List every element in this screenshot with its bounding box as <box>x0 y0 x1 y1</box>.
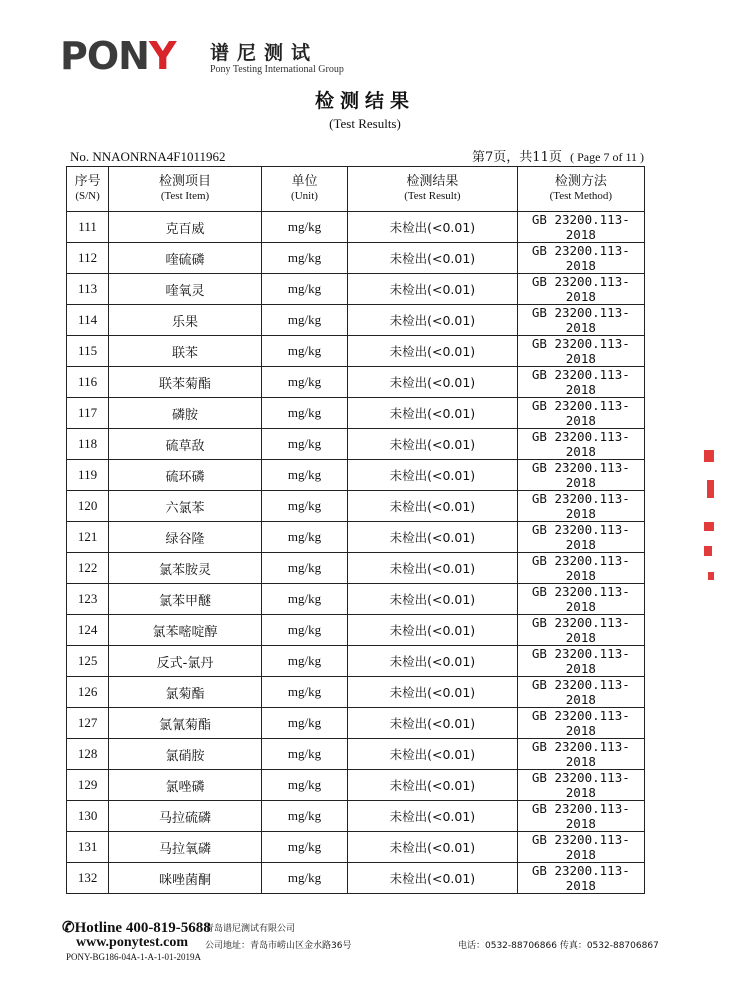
unit-cell: mg/kg <box>261 615 347 646</box>
sn-cell: 132 <box>67 863 109 894</box>
unit-cell: mg/kg <box>261 274 347 305</box>
table-row <box>67 770 645 801</box>
method-cell: GB 23200.113-2018 <box>517 491 644 522</box>
method-cell: GB 23200.113-2018 <box>517 615 644 646</box>
item-cell: 绿谷隆 <box>109 522 262 553</box>
method-cell: GB 23200.113-2018 <box>517 243 644 274</box>
header-result: 检测结果 (Test Result) <box>348 167 518 212</box>
website-link[interactable]: www.ponytest.com <box>76 935 188 950</box>
seal-edge-mark <box>704 522 714 531</box>
method-cell: GB 23200.113-2018 <box>517 429 644 460</box>
sn-cell: 131 <box>67 832 109 863</box>
item-cell: 喹硫磷 <box>109 243 262 274</box>
method-cell: GB 23200.113-2018 <box>517 708 644 739</box>
table-row <box>67 863 645 894</box>
item-cell: 联苯菊酯 <box>109 367 262 398</box>
result-cell: 未检出(<0.01) <box>348 522 518 553</box>
table-row <box>67 460 645 491</box>
table-row <box>67 832 645 863</box>
unit-cell: mg/kg <box>261 460 347 491</box>
seal-edge-mark <box>708 572 714 580</box>
item-cell: 氯苯嘧啶醇 <box>109 615 262 646</box>
item-cell: 马拉氧磷 <box>109 832 262 863</box>
sn-cell: 115 <box>67 336 109 367</box>
company-name-en: Pony Testing International Group <box>210 64 344 75</box>
header-item: 检测项目 (Test Item) <box>109 167 262 212</box>
item-cell: 克百威 <box>109 212 262 243</box>
sn-cell: 127 <box>67 708 109 739</box>
method-cell: GB 23200.113-2018 <box>517 274 644 305</box>
result-cell: 未检出(<0.01) <box>348 615 518 646</box>
sn-cell: 119 <box>67 460 109 491</box>
unit-cell: mg/kg <box>261 801 347 832</box>
method-cell: GB 23200.113-2018 <box>517 336 644 367</box>
sn-cell: 128 <box>67 739 109 770</box>
table-row <box>67 708 645 739</box>
method-cell: GB 23200.113-2018 <box>517 398 644 429</box>
item-cell: 硫草敌 <box>109 429 262 460</box>
page-title: 检测结果 <box>314 90 415 112</box>
item-cell: 磷胺 <box>109 398 262 429</box>
method-cell: GB 23200.113-2018 <box>517 584 644 615</box>
unit-cell: mg/kg <box>261 832 347 863</box>
header-sn: 序号 (S/N) <box>67 167 109 212</box>
item-cell: 硫环磷 <box>109 460 262 491</box>
item-cell: 氯氰菊酯 <box>109 708 262 739</box>
results-table <box>66 166 645 894</box>
company-name-cn: 谱尼测试 <box>210 42 319 64</box>
page-indicator: 第7页，共11页 ( Page 7 of 11 ) <box>472 150 644 165</box>
seal-edge-mark <box>704 450 714 462</box>
unit-cell: mg/kg <box>261 398 347 429</box>
table-row <box>67 553 645 584</box>
result-cell: 未检出(<0.01) <box>348 274 518 305</box>
result-cell: 未检出(<0.01) <box>348 832 518 863</box>
method-cell: GB 23200.113-2018 <box>517 677 644 708</box>
report-number: No. NNAONRNA4F1011962 <box>70 149 226 164</box>
item-cell: 氯苯甲醚 <box>109 584 262 615</box>
item-cell: 乐果 <box>109 305 262 336</box>
sn-cell: 117 <box>67 398 109 429</box>
result-cell: 未检出(<0.01) <box>348 739 518 770</box>
item-cell: 氯硝胺 <box>109 739 262 770</box>
method-cell: GB 23200.113-2018 <box>517 367 644 398</box>
result-cell: 未检出(<0.01) <box>348 584 518 615</box>
footer-phone: 电话：0532-88706866 传真：0532-88706867 <box>458 941 659 951</box>
unit-cell: mg/kg <box>261 429 347 460</box>
hotline: ✆Hotline 400-819-5688 <box>62 920 211 936</box>
method-cell: GB 23200.113-2018 <box>517 460 644 491</box>
result-cell: 未检出(<0.01) <box>348 243 518 274</box>
sn-cell: 121 <box>67 522 109 553</box>
document-code: PONY-BG186-04A-1-A-1-01-2019A <box>66 952 201 962</box>
result-cell: 未检出(<0.01) <box>348 553 518 584</box>
item-cell: 氯苯胺灵 <box>109 553 262 584</box>
sn-cell: 126 <box>67 677 109 708</box>
unit-cell: mg/kg <box>261 553 347 584</box>
result-cell: 未检出(<0.01) <box>348 677 518 708</box>
table-row <box>67 429 645 460</box>
sn-cell: 114 <box>67 305 109 336</box>
sn-cell: 111 <box>67 212 109 243</box>
unit-cell: mg/kg <box>261 770 347 801</box>
item-cell: 反式-氯丹 <box>109 646 262 677</box>
seal-edge-mark <box>704 546 712 556</box>
item-cell: 六氯苯 <box>109 491 262 522</box>
item-cell: 咪唑菌酮 <box>109 863 262 894</box>
table-row <box>67 801 645 832</box>
method-cell: GB 23200.113-2018 <box>517 522 644 553</box>
table-header-row <box>67 167 645 212</box>
table-row <box>67 522 645 553</box>
result-cell: 未检出(<0.01) <box>348 770 518 801</box>
method-cell: GB 23200.113-2018 <box>517 553 644 584</box>
unit-cell: mg/kg <box>261 336 347 367</box>
unit-cell: mg/kg <box>261 863 347 894</box>
table-row <box>67 398 645 429</box>
item-cell: 氯菊酯 <box>109 677 262 708</box>
result-cell: 未检出(<0.01) <box>348 863 518 894</box>
item-cell: 氯唑磷 <box>109 770 262 801</box>
method-cell: GB 23200.113-2018 <box>517 801 644 832</box>
unit-cell: mg/kg <box>261 243 347 274</box>
unit-cell: mg/kg <box>261 708 347 739</box>
result-cell: 未检出(<0.01) <box>348 367 518 398</box>
result-cell: 未检出(<0.01) <box>348 212 518 243</box>
sn-cell: 112 <box>67 243 109 274</box>
unit-cell: mg/kg <box>261 522 347 553</box>
method-cell: GB 23200.113-2018 <box>517 770 644 801</box>
result-cell: 未检出(<0.01) <box>348 398 518 429</box>
unit-cell: mg/kg <box>261 646 347 677</box>
sn-cell: 125 <box>67 646 109 677</box>
header-method: 检测方法 (Test Method) <box>517 167 644 212</box>
sn-cell: 130 <box>67 801 109 832</box>
unit-cell: mg/kg <box>261 584 347 615</box>
method-cell: GB 23200.113-2018 <box>517 832 644 863</box>
footer-address: 公司地址：青岛市崂山区金水路36号 <box>205 941 352 951</box>
result-cell: 未检出(<0.01) <box>348 708 518 739</box>
method-cell: GB 23200.113-2018 <box>517 305 644 336</box>
unit-cell: mg/kg <box>261 739 347 770</box>
sn-cell: 123 <box>67 584 109 615</box>
method-cell: GB 23200.113-2018 <box>517 739 644 770</box>
sn-cell: 116 <box>67 367 109 398</box>
table-row <box>67 584 645 615</box>
logo-wordmark: PONY <box>60 34 176 78</box>
sn-cell: 113 <box>67 274 109 305</box>
table-row <box>67 243 645 274</box>
item-cell: 马拉硫磷 <box>109 801 262 832</box>
unit-cell: mg/kg <box>261 491 347 522</box>
table-row <box>67 491 645 522</box>
unit-cell: mg/kg <box>261 677 347 708</box>
method-cell: GB 23200.113-2018 <box>517 212 644 243</box>
sn-cell: 129 <box>67 770 109 801</box>
table-row <box>67 336 645 367</box>
result-cell: 未检出(<0.01) <box>348 336 518 367</box>
unit-cell: mg/kg <box>261 305 347 336</box>
result-cell: 未检出(<0.01) <box>348 429 518 460</box>
table-row <box>67 739 645 770</box>
method-cell: GB 23200.113-2018 <box>517 646 644 677</box>
unit-cell: mg/kg <box>261 367 347 398</box>
footer-company: 青岛谱尼测试有限公司 <box>205 924 296 934</box>
result-cell: 未检出(<0.01) <box>348 801 518 832</box>
item-cell: 联苯 <box>109 336 262 367</box>
header-unit: 单位 (Unit) <box>261 167 347 212</box>
result-cell: 未检出(<0.01) <box>348 491 518 522</box>
method-cell: GB 23200.113-2018 <box>517 863 644 894</box>
sn-cell: 124 <box>67 615 109 646</box>
result-cell: 未检出(<0.01) <box>348 305 518 336</box>
sn-cell: 122 <box>67 553 109 584</box>
table-row <box>67 305 645 336</box>
table-row <box>67 367 645 398</box>
table-row <box>67 274 645 305</box>
table-row <box>67 615 645 646</box>
result-cell: 未检出(<0.01) <box>348 646 518 677</box>
page-subtitle: (Test Results) <box>329 116 401 131</box>
table-row <box>67 677 645 708</box>
sn-cell: 118 <box>67 429 109 460</box>
unit-cell: mg/kg <box>261 212 347 243</box>
sn-cell: 120 <box>67 491 109 522</box>
item-cell: 喹氧灵 <box>109 274 262 305</box>
table-row <box>67 212 645 243</box>
result-cell: 未检出(<0.01) <box>348 460 518 491</box>
table-row <box>67 646 645 677</box>
seal-edge-mark <box>707 480 714 498</box>
